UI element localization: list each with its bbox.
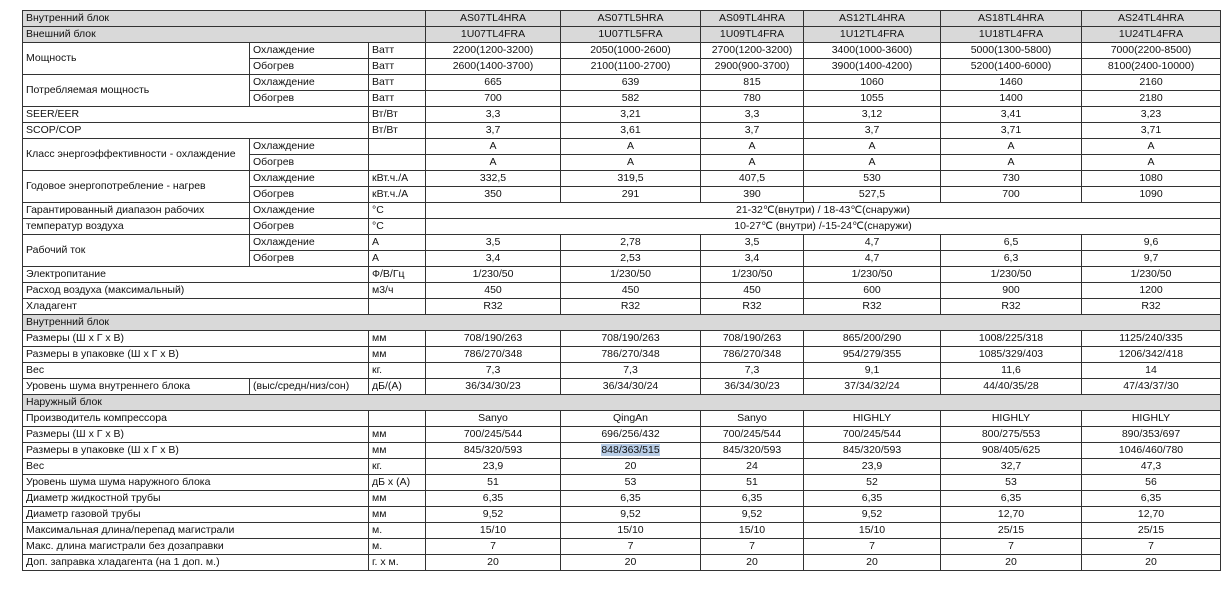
value-cell: 865/200/290 [804, 331, 941, 347]
value-cell: 900 [941, 283, 1082, 299]
value-cell: 530 [804, 171, 941, 187]
refrigerant-row [23, 299, 1221, 315]
value-cell: 20 [701, 555, 804, 571]
unit-cell: Ватт [369, 59, 426, 75]
value-cell: 845/320/593 [701, 443, 804, 459]
value-cell: 1U12TL4FRA [804, 27, 941, 43]
no-charge-length-row [23, 539, 1221, 555]
value-cell: AS12TL4HRA [804, 11, 941, 27]
unit-cell: Ф/В/Гц [369, 267, 426, 283]
value-cell: 25/15 [941, 523, 1082, 539]
value-cell: 2100(1100-2700) [561, 59, 701, 75]
unit-cell: мм [369, 491, 426, 507]
value-cell: QingAn [561, 411, 701, 427]
value-cell: 51 [426, 475, 561, 491]
unit-cell [369, 139, 426, 155]
row-label: SCOP/COP [23, 123, 369, 139]
unit-cell: °С [369, 203, 426, 219]
value-cell: 786/270/348 [426, 347, 561, 363]
value-cell: 2700(1200-3200) [701, 43, 804, 59]
value-cell: 9,7 [1082, 251, 1221, 267]
row-label: Хладагент [23, 299, 369, 315]
unit-cell: Вт/Вт [369, 123, 426, 139]
value-cell: 9,52 [701, 507, 804, 523]
noise-modes: (выс/средн/низ/сон) [250, 379, 369, 395]
unit-cell: Ватт [369, 91, 426, 107]
value-cell: AS09TL4HRA [701, 11, 804, 27]
value-cell: 37/34/32/24 [804, 379, 941, 395]
outdoor-noise-row [23, 475, 1221, 491]
value-cell: 1U24TL4FRA [1082, 27, 1221, 43]
scop-row [23, 123, 1221, 139]
value-cell: 3,3 [701, 107, 804, 123]
value-cell: Sanyo [426, 411, 561, 427]
value-cell: 53 [941, 475, 1082, 491]
value-cell: 696/256/432 [561, 427, 701, 443]
value-cell: 25/15 [1082, 523, 1221, 539]
row-label: Максимальная длина/перепад магистрали [23, 523, 369, 539]
value-cell: 4,7 [804, 251, 941, 267]
value-cell: 450 [426, 283, 561, 299]
unit-cell: Ватт [369, 75, 426, 91]
value-cell: 51 [701, 475, 804, 491]
value-cell: 1U07TL4FRA [426, 27, 561, 43]
row-label: Вес [23, 363, 369, 379]
value-cell: A [701, 155, 804, 171]
value-cell: 7 [804, 539, 941, 555]
value-cell: 9,52 [426, 507, 561, 523]
range-row-heating [23, 219, 1221, 235]
add-charge-row [23, 555, 1221, 571]
value-cell: 3,7 [804, 123, 941, 139]
value-cell: A [941, 139, 1082, 155]
group-label: Рабочий ток [23, 235, 250, 267]
value-cell: 730 [941, 171, 1082, 187]
value-cell: 23,9 [426, 459, 561, 475]
value-cell: R32 [561, 299, 701, 315]
range-cooling-value: 21-32℃(внутри) / 18-43℃(снаружи) [426, 203, 1221, 219]
value-cell: 2900(900-3700) [701, 59, 804, 75]
range-label-line1: Гарантированный диапазон рабочих [23, 203, 250, 219]
mode-label: Охлаждение [250, 43, 369, 59]
value-cell: 36/34/30/23 [701, 379, 804, 395]
value-cell: A [941, 155, 1082, 171]
mode-label: Обогрев [250, 59, 369, 75]
value-cell: 908/405/625 [941, 443, 1082, 459]
unit-cell: А [369, 235, 426, 251]
value-cell: 6,35 [561, 491, 701, 507]
value-cell: 6,35 [426, 491, 561, 507]
value-cell: 7 [701, 539, 804, 555]
header-row-indoor [23, 11, 1221, 27]
value-cell: 52 [804, 475, 941, 491]
value-cell: 3,61 [561, 123, 701, 139]
value-cell: 2160 [1082, 75, 1221, 91]
value-cell: 24 [701, 459, 804, 475]
value-cell: 32,7 [941, 459, 1082, 475]
selected-text[interactable]: 848/363/515 [601, 444, 660, 456]
row-label: Электропитание [23, 267, 369, 283]
value-cell: 36/34/30/23 [426, 379, 561, 395]
section-title-indoor: Внутренний блок [23, 315, 1221, 331]
value-cell: 15/10 [561, 523, 701, 539]
group-row-current [23, 235, 1221, 251]
value-cell: 1055 [804, 91, 941, 107]
value-cell: 845/320/593 [426, 443, 561, 459]
value-cell: 350 [426, 187, 561, 203]
value-cell: 15/10 [804, 523, 941, 539]
outdoor-pack-row [23, 443, 1221, 459]
value-cell: 20 [1082, 555, 1221, 571]
value-cell: 7000(2200-8500) [1082, 43, 1221, 59]
mode-label: Обогрев [250, 251, 369, 267]
value-cell: Sanyo [701, 411, 804, 427]
unit-cell: кВт.ч./А [369, 171, 426, 187]
mode-label: Охлаждение [250, 171, 369, 187]
value-cell: 1125/240/335 [1082, 331, 1221, 347]
mode-label: Охлаждение [250, 203, 369, 219]
value-cell: 14 [1082, 363, 1221, 379]
row-label: Диаметр жидкостной трубы [23, 491, 369, 507]
range-row-cooling [23, 203, 1221, 219]
value-cell: 708/190/263 [701, 331, 804, 347]
group-row-energy_class [23, 139, 1221, 155]
value-cell: 12,70 [1082, 507, 1221, 523]
unit-cell: м3/ч [369, 283, 426, 299]
row-label: Макс. длина магистрали без дозаправки [23, 539, 369, 555]
value-cell: 6,5 [941, 235, 1082, 251]
value-cell: 3,21 [561, 107, 701, 123]
value-cell: 5000(1300-5800) [941, 43, 1082, 59]
value-cell: 319,5 [561, 171, 701, 187]
section-outdoor [23, 395, 1221, 411]
value-cell: 2200(1200-3200) [426, 43, 561, 59]
value-cell: 1206/342/418 [1082, 347, 1221, 363]
value-cell: 7 [426, 539, 561, 555]
value-cell: A [561, 155, 701, 171]
value-cell: 3,71 [1082, 123, 1221, 139]
value-cell: 5200(1400-6000) [941, 59, 1082, 75]
value-cell: 9,6 [1082, 235, 1221, 251]
unit-cell: мм [369, 443, 426, 459]
value-cell: 47,3 [1082, 459, 1221, 475]
header-row-outdoor [23, 27, 1221, 43]
value-cell: 3,7 [701, 123, 804, 139]
group-label: Класс энергоэффективности - охлаждение [23, 139, 250, 171]
value-cell: 1080 [1082, 171, 1221, 187]
value-cell: HIGHLY [1082, 411, 1221, 427]
value-cell: 665 [426, 75, 561, 91]
value-cell: 800/275/553 [941, 427, 1082, 443]
value-cell: 3,12 [804, 107, 941, 123]
outdoor-weight-row [23, 459, 1221, 475]
range-heating-value: 10-27℃ (внутри) /-15-24℃(снаружи) [426, 219, 1221, 235]
value-cell: A [561, 139, 701, 155]
mode-label: Охлаждение [250, 235, 369, 251]
value-cell: 6,35 [941, 491, 1082, 507]
indoor-unit-label: Внутренний блок [23, 11, 426, 27]
value-cell: 786/270/348 [561, 347, 701, 363]
value-cell: 780 [701, 91, 804, 107]
value-cell: 15/10 [701, 523, 804, 539]
value-cell: 639 [561, 75, 701, 91]
value-cell: 3,4 [701, 251, 804, 267]
unit-cell: °С [369, 219, 426, 235]
unit-cell: м. [369, 523, 426, 539]
max-length-row [23, 523, 1221, 539]
value-cell: 1008/225/318 [941, 331, 1082, 347]
gas-pipe-row [23, 507, 1221, 523]
value-cell: 450 [561, 283, 701, 299]
value-cell: A [426, 139, 561, 155]
value-cell: HIGHLY [804, 411, 941, 427]
value-cell: 7,3 [701, 363, 804, 379]
row-label: Вес [23, 459, 369, 475]
liquid-pipe-row [23, 491, 1221, 507]
unit-cell [369, 411, 426, 427]
value-cell: 407,5 [701, 171, 804, 187]
indoor-dims-row [23, 331, 1221, 347]
value-cell: R32 [804, 299, 941, 315]
row-label: Расход воздуха (максимальный) [23, 283, 369, 299]
value-cell: 600 [804, 283, 941, 299]
value-cell: 786/270/348 [701, 347, 804, 363]
value-cell: 2,53 [561, 251, 701, 267]
value-cell: 47/43/37/30 [1082, 379, 1221, 395]
value-cell: 3,5 [426, 235, 561, 251]
value-cell: 450 [701, 283, 804, 299]
unit-cell: мм [369, 347, 426, 363]
value-cell: 3400(1000-3600) [804, 43, 941, 59]
mode-label: Обогрев [250, 187, 369, 203]
value-cell: 1/230/50 [1082, 267, 1221, 283]
seer-row [23, 107, 1221, 123]
value-cell: 6,35 [701, 491, 804, 507]
value-cell: 1/230/50 [426, 267, 561, 283]
row-label: Диаметр газовой трубы [23, 507, 369, 523]
value-cell: 3,23 [1082, 107, 1221, 123]
value-cell: 6,3 [941, 251, 1082, 267]
value-cell: 3900(1400-4200) [804, 59, 941, 75]
value-cell: 6,35 [1082, 491, 1221, 507]
spec-sheet [22, 10, 1221, 571]
value-cell: R32 [701, 299, 804, 315]
value-cell: 1/230/50 [941, 267, 1082, 283]
value-cell: 56 [1082, 475, 1221, 491]
value-cell: AS24TL4HRA [1082, 11, 1221, 27]
value-cell: 291 [561, 187, 701, 203]
indoor-weight-row [23, 363, 1221, 379]
value-cell: 1400 [941, 91, 1082, 107]
value-cell: 3,3 [426, 107, 561, 123]
supply-row [23, 267, 1221, 283]
value-cell: 815 [701, 75, 804, 91]
value-cell: 7 [561, 539, 701, 555]
unit-cell: кВт.ч./А [369, 187, 426, 203]
value-cell: 1U07TL5FRA [561, 27, 701, 43]
value-cell: 582 [561, 91, 701, 107]
value-cell: 7 [941, 539, 1082, 555]
indoor-pack-row [23, 347, 1221, 363]
value-cell: 2,78 [561, 235, 701, 251]
value-cell: 23,9 [804, 459, 941, 475]
value-cell: A [426, 155, 561, 171]
unit-cell: мм [369, 331, 426, 347]
value-cell: 44/40/35/28 [941, 379, 1082, 395]
value-cell: 708/190/263 [561, 331, 701, 347]
value-cell: 700 [941, 187, 1082, 203]
value-cell: 1200 [1082, 283, 1221, 299]
value-cell: 527,5 [804, 187, 941, 203]
row-label: Размеры (Ш х Г х В) [23, 331, 369, 347]
value-cell: 700 [426, 91, 561, 107]
unit-cell: м. [369, 539, 426, 555]
section-indoor [23, 315, 1221, 331]
unit-cell: кг. [369, 363, 426, 379]
unit-cell: кг. [369, 459, 426, 475]
value-cell: A [804, 155, 941, 171]
value-cell: 7 [1082, 539, 1221, 555]
range-label-line2: температур воздуха [23, 219, 250, 235]
value-cell: 7,3 [561, 363, 701, 379]
value-cell: 954/279/355 [804, 347, 941, 363]
value-cell: 390 [701, 187, 804, 203]
value-cell: 1060 [804, 75, 941, 91]
value-cell: 2050(1000-2600) [561, 43, 701, 59]
row-label: Уровень шума внутреннего блока [23, 379, 250, 395]
value-cell: 1046/460/780 [1082, 443, 1221, 459]
value-cell: 708/190/263 [426, 331, 561, 347]
value-cell: 7,3 [426, 363, 561, 379]
outdoor-unit-label: Внешний блок [23, 27, 426, 43]
value-cell: 11,6 [941, 363, 1082, 379]
value-cell: 9,52 [804, 507, 941, 523]
value-cell: 3,41 [941, 107, 1082, 123]
airflow-row [23, 283, 1221, 299]
value-cell [561, 443, 701, 459]
value-cell: 1085/329/403 [941, 347, 1082, 363]
value-cell: 1/230/50 [804, 267, 941, 283]
indoor-noise-row [23, 379, 1221, 395]
value-cell: 2180 [1082, 91, 1221, 107]
value-cell: A [701, 139, 804, 155]
value-cell: HIGHLY [941, 411, 1082, 427]
group-label: Потребляемая мощность [23, 75, 250, 107]
value-cell: AS07TL5HRA [561, 11, 701, 27]
unit-cell: мм [369, 427, 426, 443]
row-label: Размеры в упаковке (Ш х Г х В) [23, 347, 369, 363]
value-cell: R32 [1082, 299, 1221, 315]
value-cell: R32 [426, 299, 561, 315]
row-label: SEER/EER [23, 107, 369, 123]
value-cell: 700/245/544 [804, 427, 941, 443]
value-cell: 8100(2400-10000) [1082, 59, 1221, 75]
value-cell: 36/34/30/24 [561, 379, 701, 395]
value-cell: AS07TL4HRA [426, 11, 561, 27]
value-cell: 845/320/593 [804, 443, 941, 459]
value-cell: A [804, 139, 941, 155]
group-row-annual [23, 171, 1221, 187]
row-label: Размеры (Ш х Г х В) [23, 427, 369, 443]
group-label: Годовое энергопотребление - нагрев [23, 171, 250, 203]
value-cell: 15/10 [426, 523, 561, 539]
unit-cell: г. х м. [369, 555, 426, 571]
group-row-consumption [23, 75, 1221, 91]
mode-label: Обогрев [250, 155, 369, 171]
value-cell: 9,52 [561, 507, 701, 523]
unit-cell: дБ х (А) [369, 475, 426, 491]
unit-cell [369, 299, 426, 315]
value-cell: 9,1 [804, 363, 941, 379]
row-label: Производитель компрессора [23, 411, 369, 427]
value-cell: 1/230/50 [701, 267, 804, 283]
group-row-power [23, 43, 1221, 59]
value-cell: 1U18TL4FRA [941, 27, 1082, 43]
unit-cell: Ватт [369, 43, 426, 59]
value-cell: 20 [804, 555, 941, 571]
value-cell: R32 [941, 299, 1082, 315]
value-cell: 12,70 [941, 507, 1082, 523]
row-label: Доп. заправка хладагента (на 1 доп. м.) [23, 555, 369, 571]
compressor-row [23, 411, 1221, 427]
value-cell: 20 [426, 555, 561, 571]
unit-cell: дБ/(А) [369, 379, 426, 395]
mode-label: Обогрев [250, 219, 369, 235]
value-cell: AS18TL4HRA [941, 11, 1082, 27]
unit-cell: А [369, 251, 426, 267]
mode-label: Обогрев [250, 91, 369, 107]
spec-table [22, 10, 1221, 571]
unit-cell: мм [369, 507, 426, 523]
value-cell: 53 [561, 475, 701, 491]
value-cell: 1460 [941, 75, 1082, 91]
value-cell: 3,71 [941, 123, 1082, 139]
value-cell: 3,5 [701, 235, 804, 251]
value-cell: 4,7 [804, 235, 941, 251]
row-label: Уровень шума шума наружного блока [23, 475, 369, 491]
row-label: Размеры в упаковке (Ш х Г х В) [23, 443, 369, 459]
group-label: Мощность [23, 43, 250, 75]
value-cell: 3,7 [426, 123, 561, 139]
mode-label: Охлаждение [250, 75, 369, 91]
value-cell: A [1082, 139, 1221, 155]
value-cell: 332,5 [426, 171, 561, 187]
value-cell: 20 [941, 555, 1082, 571]
value-cell: A [1082, 155, 1221, 171]
outdoor-dims-row [23, 427, 1221, 443]
value-cell: 6,35 [804, 491, 941, 507]
value-cell: 1/230/50 [561, 267, 701, 283]
value-cell: 700/245/544 [426, 427, 561, 443]
value-cell: 1090 [1082, 187, 1221, 203]
value-cell: 2600(1400-3700) [426, 59, 561, 75]
unit-cell: Вт/Вт [369, 107, 426, 123]
value-cell: 3,4 [426, 251, 561, 267]
unit-cell [369, 155, 426, 171]
mode-label: Охлаждение [250, 139, 369, 155]
value-cell: 1U09TL4FRA [701, 27, 804, 43]
value-cell: 890/353/697 [1082, 427, 1221, 443]
value-cell: 20 [561, 459, 701, 475]
value-cell: 20 [561, 555, 701, 571]
value-cell: 700/245/544 [701, 427, 804, 443]
section-title-outdoor: Наружный блок [23, 395, 1221, 411]
